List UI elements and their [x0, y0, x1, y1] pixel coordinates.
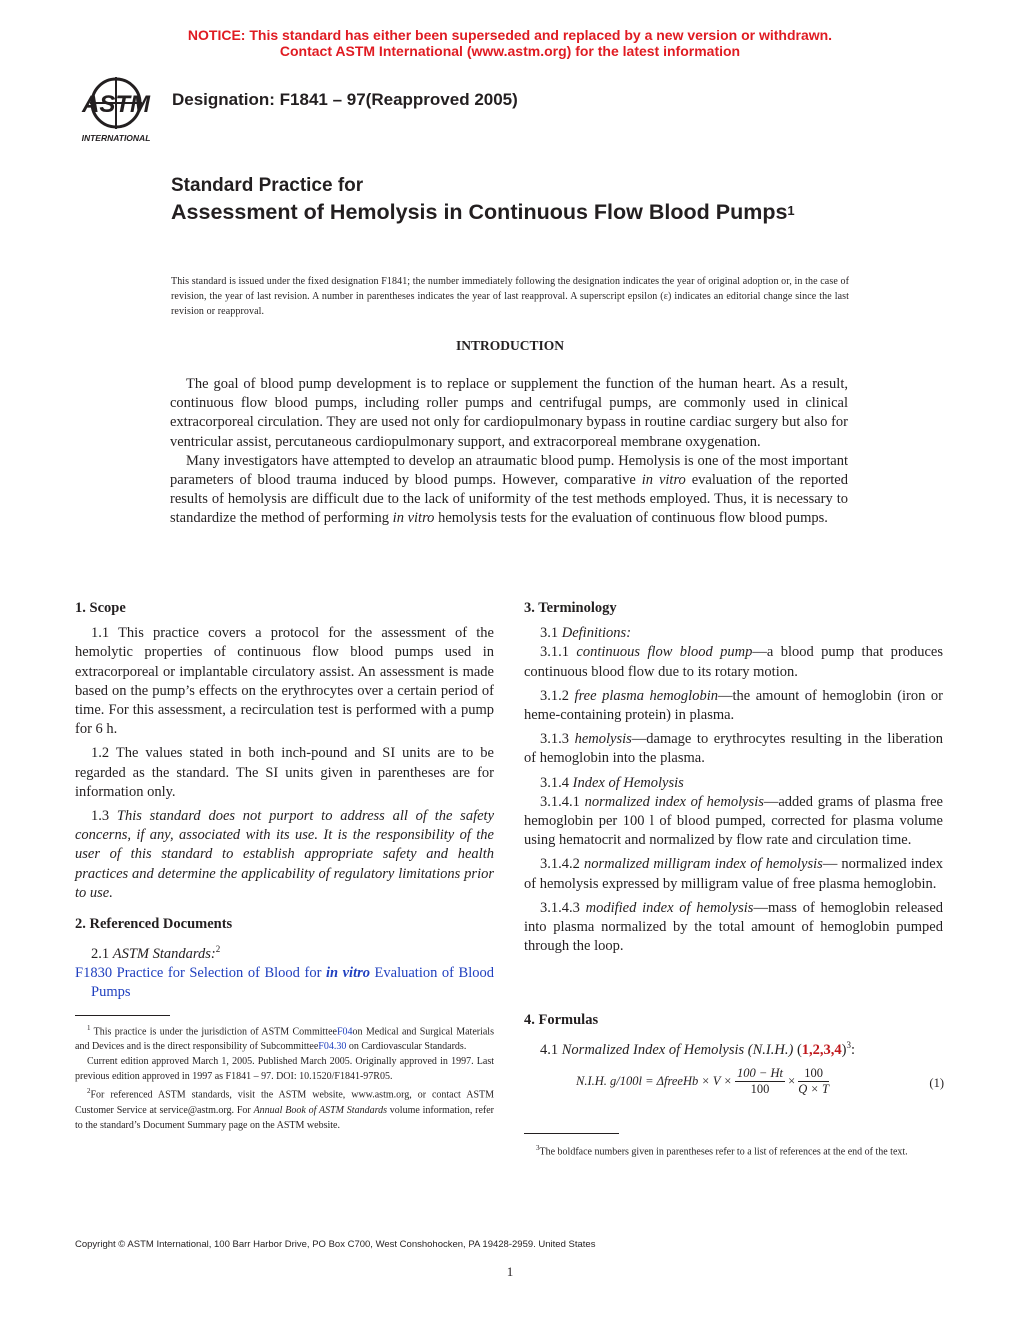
logo-text: ASTM	[82, 91, 150, 118]
ref-link-f1830[interactable]: F1830	[75, 965, 113, 982]
fraction-flow-time: $\frac{100}{Q \times T}$	[798, 1066, 829, 1096]
fraction-hematocrit: $\frac{100 - Ht}{100}$	[737, 1066, 783, 1096]
logo-subtext: INTERNATIONAL	[81, 133, 151, 143]
page-number: 1	[506, 1264, 514, 1279]
scope-1-3: 1.3 This standard does not purport to address all of the safety concerns, if any, associated with its use. It is the responsibility of the user of this standard to establish appropriate safety and health practices and determine the applicability of regulatory limitations prior to use.	[75, 808, 495, 901]
scope-1-1: 1.1 This practice covers a protocol for the assessment of the hemolytic properties of continuous flow blood pumps used in extracorporeal or implantable circulatory assist. An assessment is made based on the pump’s effects on the erythrocytes over a certain period of time. For this assessment, a recirculation test is performed with a pump for 6 h.	[75, 625, 494, 738]
scope-1-2: 1.2 The values stated in both inch-pound and SI units are to be regarded as the standard. The SI units given in parentheses are for information only.	[75, 745, 494, 800]
scope-heading: 1. Scope	[75, 600, 126, 616]
reference-links-1-4[interactable]: 1,2,3,4	[801, 1042, 842, 1059]
page-title	[171, 199, 811, 226]
term-3-1: 3.1 Definitions:	[540, 625, 632, 642]
footnote-2: $^2$For referenced ASTM standards, visit the ASTM website, www.astm.org, or contact ASTM Customer Service at service@astm.org. For Annual Book of ASTM Standards volume information, refer to the standard’s Document Summary page on the ASTM website.	[75, 1087, 494, 1131]
term-3-1-1: 3.1.1 continuous flow blood pump—a blood pump that produces continuous blood flow due to its rotary motion.	[524, 644, 944, 680]
footnote-link-f04[interactable]: F04	[336, 1026, 353, 1038]
footnote-1-edition: Current edition approved March 1, 2005. Published March 2005. Originally approved in 1997. Last previous edition approved in 1997 as F1841 – 97. DOI: 10.1520/F1841-97R05.	[75, 1056, 494, 1083]
issued-note: This standard is issued under the fixed designation F1841; the number immediately following the designation indicates the year of original adoption or, in the case of revision, the year of last revision. A number in parentheses indicates the year of last reapproval. A superscript epsilon (ε) indicates an editorial change since the last revision or reapproval.	[171, 276, 849, 317]
terminology-section	[524, 599, 943, 956]
equation-lhs: N.I.H. g/100l = ΔfreeHb × V ×	[576, 1074, 732, 1088]
intro-paragraph-1: The goal of blood pump development is to replace or supplement the function of the human heart. As a result, continuous flow blood pumps, including roller pumps and centrifugal pumps, are commonly used in clinical extracorporeal circulation. They are used not only for cardiopulmonary bypass in routine cardiac surgery but also for ventricular assist, percutaneous cardiopulmonary support, and extracorporeal membrane oxygenation.	[170, 376, 848, 450]
reference-f1830[interactable]: F1830 Practice for Selection of Blood for in vitro Evaluation of Blood Pumps	[75, 965, 495, 1001]
term-3-1-4-2: 3.1.4.2 normalized milligram index of hemolysis— normalized index of hemolysis expressed by milligram value of free plasma hemoglobin.	[524, 856, 943, 892]
formulas-heading: 4. Formulas	[524, 1012, 599, 1028]
term-3-1-2: 3.1.2 free plasma hemoglobin—the amount of hemoglobin (iron or heme-containing protein) in plasma.	[524, 687, 943, 724]
footnote-rule-right	[524, 1133, 619, 1134]
referenced-documents-section	[75, 915, 494, 1003]
term-3-1-4-3: 3.1.4.3 modified index of hemolysis—mass of hemoglobin released into plasma normalized by the total amount of hemoglobin pumped through the loop.	[524, 899, 944, 955]
formula-4-1: 4.1 Normalized Index of Hemolysis (N.I.H.) $(1,2,3,4)^3$:	[540, 1040, 856, 1059]
scope-section	[75, 599, 494, 903]
term-3-1-4: 3.1.4 Index of Hemolysis	[540, 774, 684, 791]
notice-line-1: NOTICE: This standard has either been superseded and replaced by a new version or withdrawn.	[187, 27, 833, 43]
referenced-heading: 2. Referenced Documents	[75, 916, 233, 932]
footnote-1: $^1$ This practice is under the jurisdiction of ASTM CommitteeF04on Medical and Surgical Materials and Devices and is the direct responsibility of SubcommitteeF04.30 on Cardiovascular Standards.	[75, 1024, 494, 1053]
astm-logo	[72, 74, 160, 146]
notice-line-2: Contact ASTM International (www.astm.org) for the latest information	[279, 43, 741, 59]
designation: Designation: F1841 – 97(Reapproved 2005)	[172, 90, 518, 109]
introduction-heading: INTRODUCTION	[455, 338, 564, 353]
title-pre: Standard Practice for	[171, 175, 364, 196]
footnote-3: $^3$The boldface numbers given in parentheses refer to a list of references at the end of the text.	[536, 1144, 908, 1158]
referenced-2-1: 2.1 ASTM Standards:$^2$	[91, 944, 221, 963]
title-footnote-mark: 1	[787, 203, 795, 218]
term-3-1-4-1: 3.1.4.1 normalized index of hemolysis—added grams of plasma free hemoglobin per 100 l of blood pumped, corrected for plasma volume using hematocrit and normalized by flow rate and circulation time.	[524, 793, 943, 849]
copyright: Copyright © ASTM International, 100 Barr Harbor Drive, PO Box C700, West Conshohocken, PA 19428-2959. United States	[75, 1239, 596, 1250]
equation-1: N.I.H. g/100l = ΔfreeHb × V × $\frac{100 - Ht}{100}$ × $\frac{100}{Q \times T}$ (1)	[576, 1066, 944, 1096]
title-main-text: Assessment of Hemolysis in Continuous Flow Blood Pumps	[171, 200, 788, 224]
footnote-rule-left	[75, 1015, 170, 1016]
term-3-1-3: 3.1.3 hemolysis—damage to erythrocytes resulting in the liberation of hemoglobin into the plasma.	[524, 731, 943, 767]
intro-paragraph-2: Many investigators have attempted to develop an atraumatic blood pump. Hemolysis is one of the most important parameters of blood trauma induced by blood pumps. However, comparative in vitro evaluation of the reported results of hemolysis are difficult due to the lack of uniformity of the test methods employed. Thus, it is necessary to standardize the method of performing in vitro hemolysis tests for the evaluation of continuous flow blood pumps.	[170, 452, 848, 527]
introduction-body	[170, 375, 848, 529]
formulas-section	[524, 1011, 943, 1060]
footnotes-left	[75, 1021, 494, 1133]
footnote-link-f0430[interactable]: F04.30	[318, 1041, 347, 1053]
equation-label: (1)	[929, 1076, 944, 1090]
terminology-heading: 3. Terminology	[524, 600, 617, 616]
